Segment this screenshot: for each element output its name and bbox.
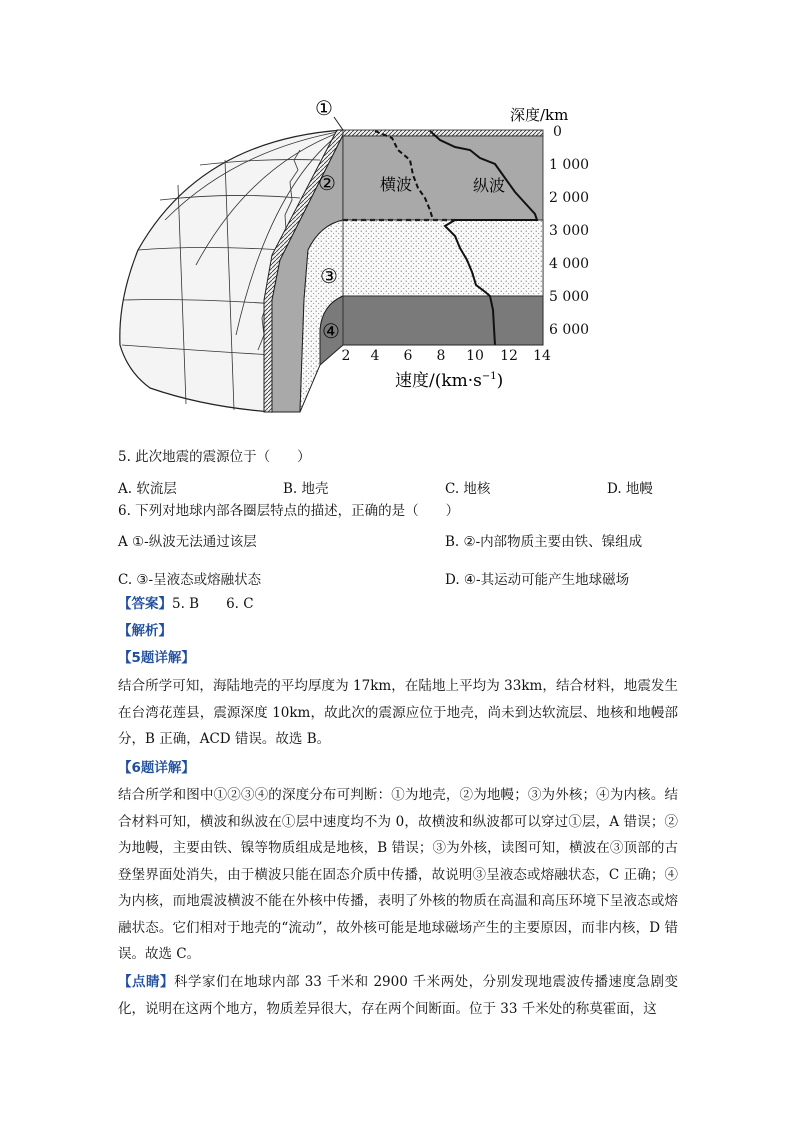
layer-label-3: ③ [320,264,338,288]
q6-option-d: D. ④-其运动可能产生地球磁场 [445,572,630,588]
speed-axis-title-main: 速度/(km·s [395,371,482,391]
speed-tick: 12 [500,348,518,364]
chart-mantle-band [343,136,543,220]
q6-option-b: B. ②-内部物质主要由铁、镍组成 [445,534,643,550]
q5-stem: 5. 此次地震的震源位于（ ） [118,449,311,465]
q5-option-d: D. 地幔 [607,481,653,497]
layer-label-2: ② [318,171,336,195]
q5-option-a: A. 软流层 [118,481,177,497]
s-wave-label: 横波 [380,175,413,194]
comment-label: 【点睛】 [118,974,174,990]
speed-tick: 6 [403,348,413,364]
depth-tick: 1 000 [549,157,590,173]
chart-inner-core-band [343,296,543,345]
q6-option-c: C. ③-呈液态或熔融状态 [118,572,262,588]
analysis-label: 【解析】 [118,623,172,639]
speed-tick: 14 [533,348,551,364]
speed-tick: 2 [341,348,351,364]
speed-axis-close: ) [496,371,504,391]
speed-axis-title [395,371,503,391]
speed-tick: 8 [436,348,446,364]
q5-option-b: B. 地壳 [283,481,329,497]
detail6-heading [118,758,195,778]
depth-tick: 5 000 [549,289,590,305]
layer-label-1: ① [315,96,333,120]
speed-tick: 4 [370,348,380,364]
answer-text: 5. B 6. C [172,596,254,612]
depth-axis-title: 深度/km [510,106,569,124]
detail5-text: 结合所学可知，海陆地壳的平均厚度为 17km，在陆地上平均为 33km，结合材料，地震发生在台湾花莲县，震源深度 10km，故此次的震源应位于地壳，尚未到达软流层、地核和地幔部分，B 正确，ACD 错误。故选 B。 [118,678,678,747]
depth-tick: 4 000 [549,256,590,272]
q6-stem: 6. 下列对地球内部各圈层特点的描述，正确的是（ ） [118,503,460,519]
answer-line [118,594,254,614]
chart-outer-core-band [343,220,543,296]
depth-tick: 2 000 [549,190,590,206]
detail5-label: 【5题详解】 [118,650,195,666]
chart-crust-band [343,130,543,136]
depth-tick: 3 000 [549,223,590,239]
comment-text: 科学家们在地球内部 33 千米和 2900 千米两处，分别发现地震波传播速度急剧变化，说明在这两个地方，物质差异很大，存在两个间断面。位于 33 千米处的称莫霍面，这 [118,974,679,1017]
p-wave-label: 纵波 [473,176,506,195]
depth-tick: 0 [553,124,562,140]
comment-paragraph [118,969,678,1022]
depth-tick: 6 000 [549,322,590,338]
analysis-heading [118,621,172,641]
earth-interior-figure [118,90,593,415]
speed-axis-exponent: −1 [481,371,497,382]
layer-label-4: ④ [322,319,340,343]
detail5-heading [118,648,195,668]
detail6-text: 结合所学和图中①②③④的深度分布可判断：①为地壳，②为地幔；③为外核；④为内核。结合材料可知，横波和纵波在①层中速度均不为 0，故横波和纵波都可以穿过①层，A 错误；②为地幔，主要由铁、镍等物质组成是地核，B 错误；③为外核，读图可知，横波在③顶部的古登堡界面处消失，由于横波只能在固态介质中传播，故说明③呈液态或熔融状态，C 正确；④为内核，而地震波横波不能在外核中传播，表明了外核的物质在高温和高压环境下呈液态或熔融状态。它们相对于地壳的“流动”，故外核可能是地球磁场产生的主要原因，而非内核，D 错误。故选 C。 [118,787,678,962]
answer-label: 【答案】 [118,596,172,612]
speed-tick: 10 [466,348,484,364]
q5-option-c: C. 地核 [445,481,491,497]
detail6-label: 【6题详解】 [118,760,195,776]
q6-option-a: A ①-纵波无法通过该层 [118,534,257,550]
